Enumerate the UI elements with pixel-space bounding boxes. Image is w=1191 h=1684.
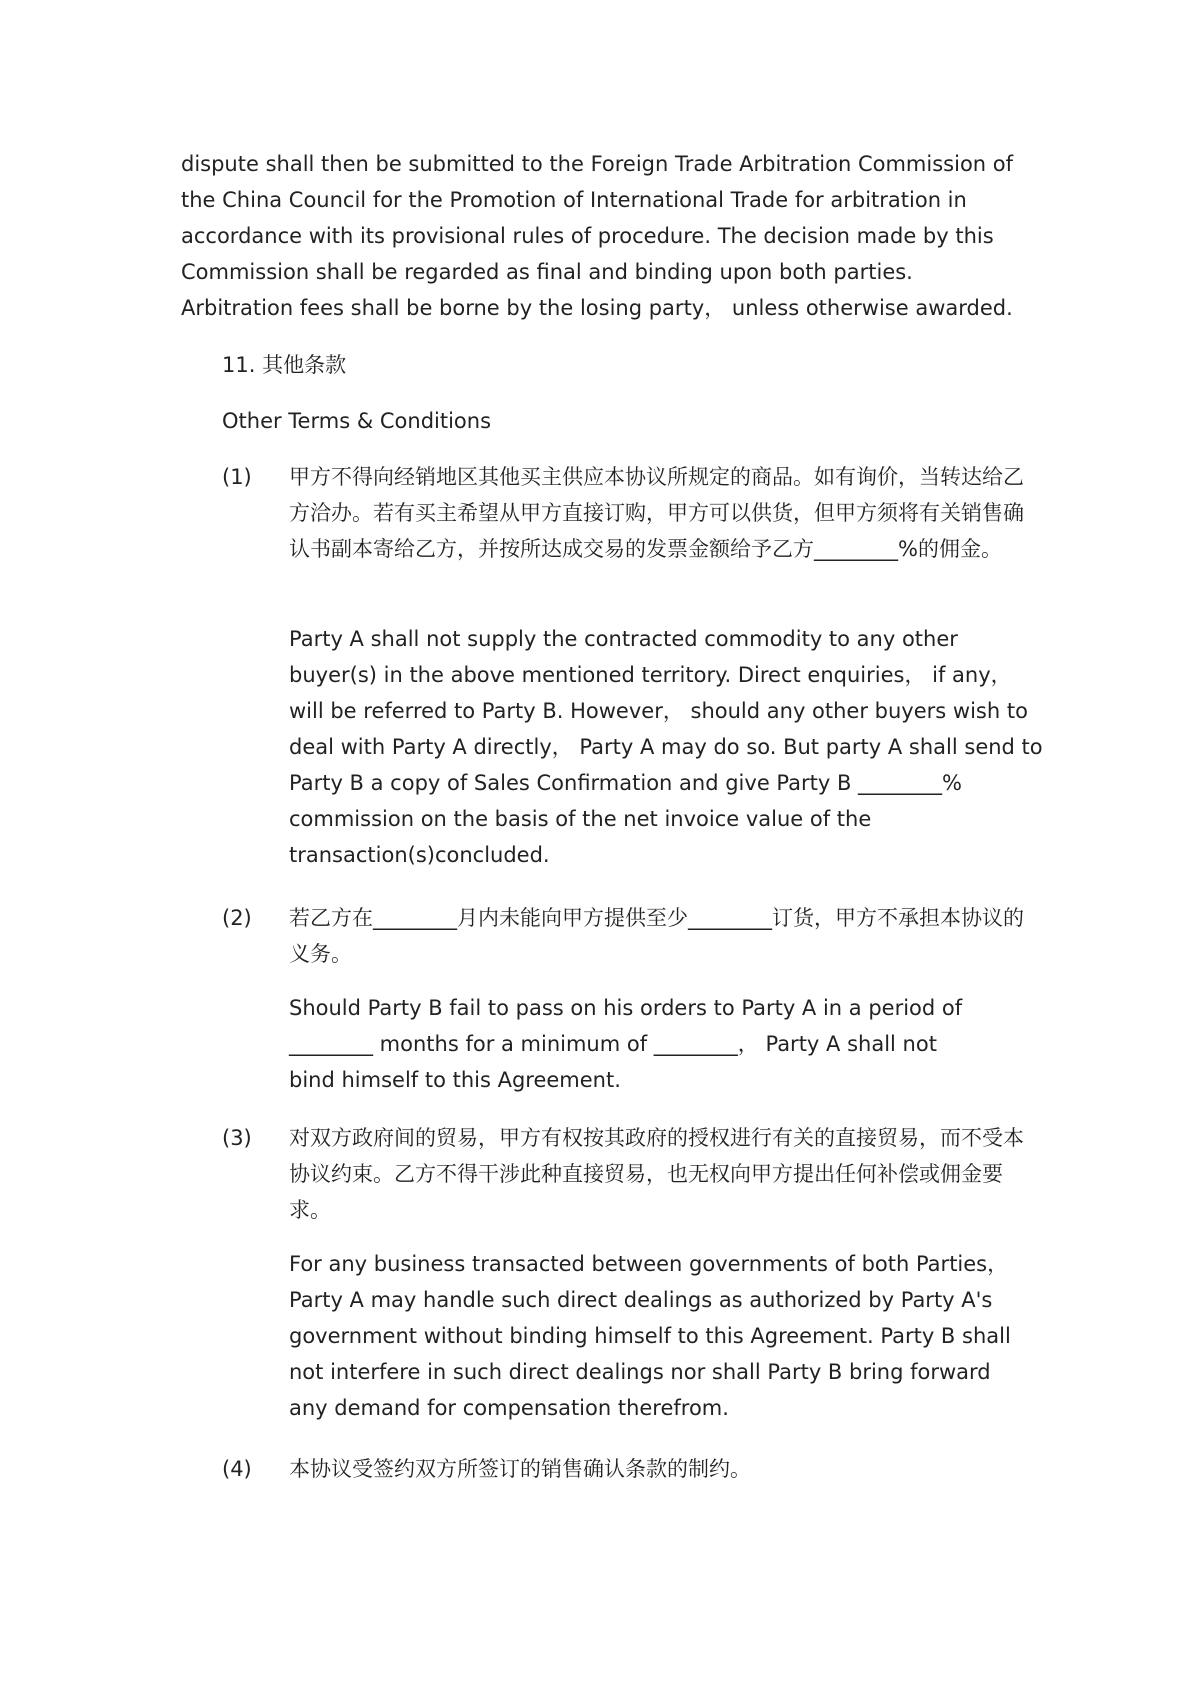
clause-text-cn: 对双方政府间的贸易，甲方有权按其政府的授权进行有关的直接贸易，而不受本协议约束。乙方不得干涉此种直接贸易，也无权向甲方提出任何补偿或佣金要求。 [289, 1126, 1024, 1222]
clause-text-cn: 若乙方在________月内未能向甲方提供至少________订货，甲方不承担本协议的义务。 [289, 906, 1024, 966]
clause-text-cn: 本协议受签约双方所签订的销售确认条款的制约。 [289, 1457, 751, 1481]
clause-text-cn: 甲方不得向经销地区其他买主供应本协议所规定的商品。如有询价，当转达给乙方洽办。若有买主希望从甲方直接订购，甲方可以供货，但甲方须将有关销售确认书副本寄给乙方，并按所达成交易的发票金额给予乙方________%的佣金。 [289, 465, 1024, 561]
clause-number: (2) [222, 906, 252, 930]
section-heading-cn: 11. 其他条款 [222, 353, 347, 377]
clause-text-en: For any business transacted between governments of both Parties， Party A may handle such direct dealings as authorized by Party A's government without binding himself to this Agreement. Party B shall not interfere in such direct dealings nor shall Party B bring forward any demand for compensation therefrom. [289, 1252, 1011, 1420]
clause-number: (3) [222, 1126, 252, 1150]
section-heading-en: Other Terms & Conditions [222, 409, 492, 433]
clause-text-en: Should Party B fail to pass on his orders to Party A in a period of ________ months for a minimum of ________， Party A shall not bind himself to this Agreement. [289, 996, 963, 1092]
opening-paragraph: dispute shall then be submitted to the Foreign Trade Arbitration Commission of the China Council for the Promotion of International Trade for arbitration in accordance with its provisional rules of procedure. The decision made by this Commission shall be regarded as final and binding upon both parties. Arbitration fees shall be borne by the losing party， unless otherwise awarded. [181, 152, 1014, 320]
clause-number: (4) [222, 1457, 252, 1481]
clause-text-en: Party A shall not supply the contracted commodity to any other buyer(s) in the above mentioned territory. Direct enquiries， if any， will be referred to Party B. However， should any other buyers wish to deal with Party A directly， Party A may do so. But party A shall send to Party B a copy of Sales Confirmation and give Party B ________% commission on the basis of the net invoice value of the transaction(s)concluded. [289, 627, 1043, 867]
clause-number: (1) [222, 465, 252, 489]
